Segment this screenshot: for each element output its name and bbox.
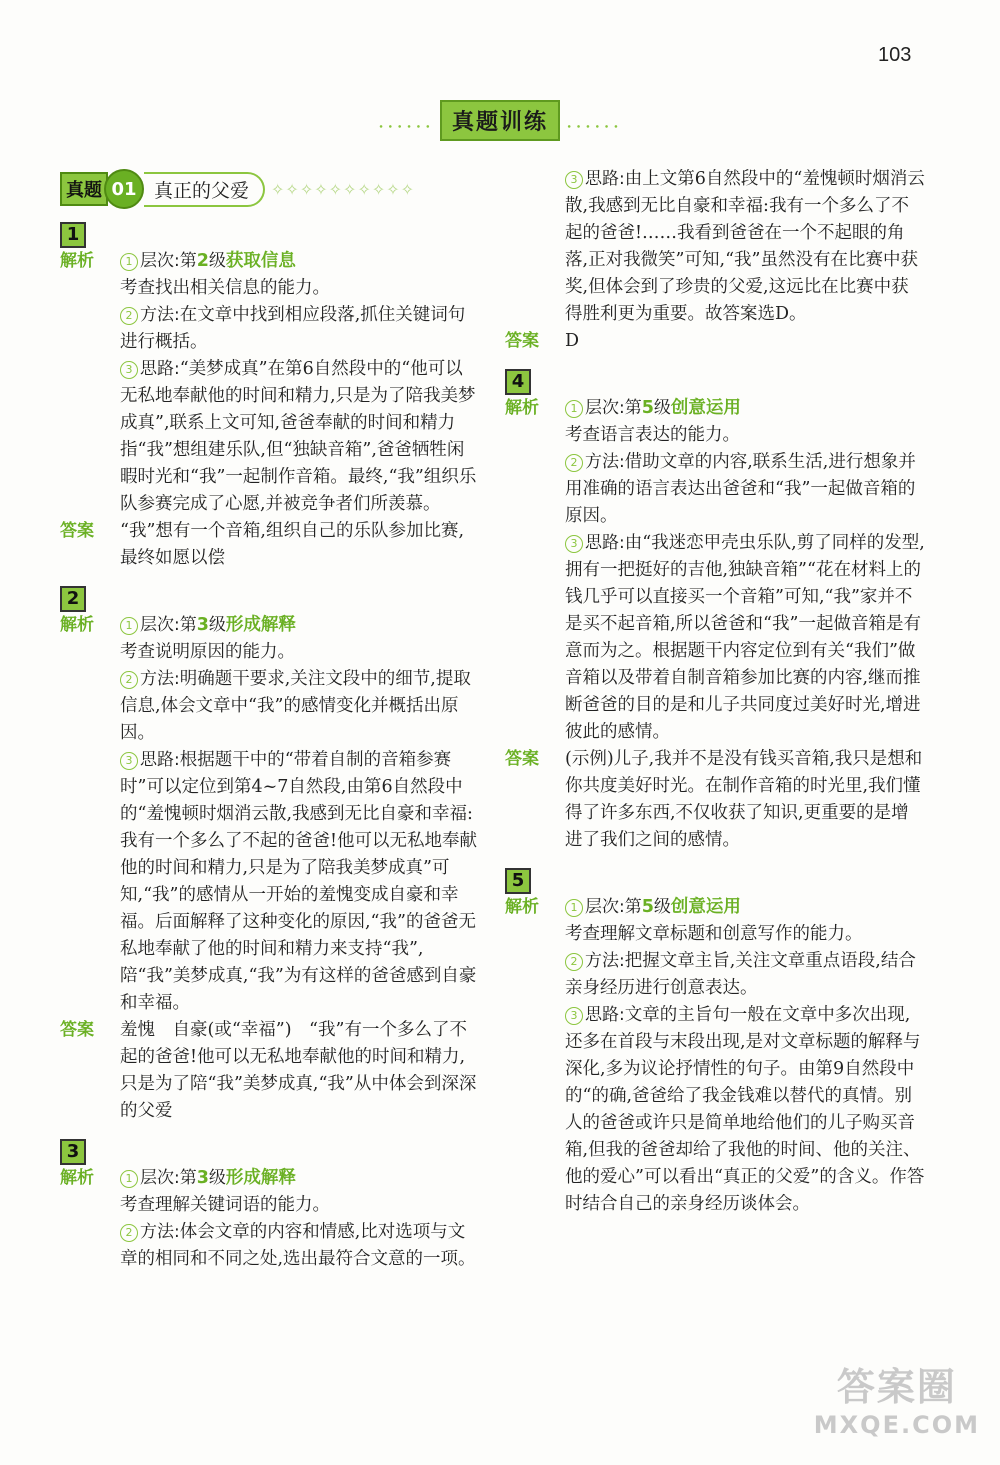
marker-3: 3 xyxy=(120,361,138,379)
passage-title: 真正的父爱 xyxy=(144,172,265,207)
marker-2: 2 xyxy=(565,953,583,971)
q3-answer xyxy=(505,328,925,355)
header-decoration: ✧✧✧✧✧✧✧✧✧✧ xyxy=(271,179,416,199)
idea-text: 由“我迷恋甲壳虫乐队,剪了同样的发型,拥有一把挺好的吉他,独缺音箱”“花在材料上的钱几乎可以直接买一个音箱”可知,“我”家并不是买不起音箱,所以爸爸和“我”一起做音箱是有意而为之。根据题干内容定位到有关“我们”做音箱以及带着自制音箱参加比赛的内容,继而推断爸爸的目的是和儿子共同度过美好时光,增进彼此的感情。 xyxy=(565,533,925,742)
idea-text: 文章的主旨句一般在文章中多次出现,还多在首段与末段出现,是对文章标题的解释与深化,多为议论抒情性的句子。由第9自然段中的“的确,爸爸给了我金钱难以替代的真情。别人的爸爸或许只是简单地给他们的儿子购买音箱,但我的爸爸却给了我他的时间、他的关注、他的爱心”可以看出“真正的父爱”的含义。作答时结合自己的亲身经历谈体会。 xyxy=(565,1005,925,1214)
idea-text: 由上文第6自然段中的“羞愧顿时烟消云散,我感到无比自豪和幸福:我有一个多么了不起的爸爸!……我看到爸爸在一个不起眼的角落,正对我微笑”可知,“我”虽然没有在比赛中获奖,但体会到了珍贵的父爱,这远比在比赛中获得胜利更为重要。故答案选D。 xyxy=(565,169,925,324)
method-text: 把握文章主旨,关注文章重点语段,结合亲身经历进行创意表达。 xyxy=(565,951,916,998)
method-text: 明确题干要求,关注文段中的细节,提取信息,体会文章中“我”的感情变化并概括出原因。 xyxy=(120,669,471,743)
analysis-label: 解析 xyxy=(60,251,94,271)
analysis-label: 解析 xyxy=(60,615,94,635)
question-number-2: 2 xyxy=(60,586,86,612)
banner-title: 真题训练 xyxy=(440,100,560,141)
answer-text: (示例)儿子,我并不是没有钱买音箱,我只是想和你共度美好时光。在制作音箱的时光里,我们懂得了许多东西,不仅收获了知识,更重要的是增进了我们之间的感情。 xyxy=(565,749,923,850)
marker-1: 1 xyxy=(120,253,138,271)
question-number-1: 1 xyxy=(60,222,86,248)
marker-2: 2 xyxy=(120,671,138,689)
answer-text: “我”想有一个音箱,组织自己的乐队参加比赛,最终如愿以偿 xyxy=(120,521,465,568)
question-number-3: 3 xyxy=(60,1139,86,1165)
passage-number-badge: 01 xyxy=(104,169,144,209)
marker-2: 2 xyxy=(120,307,138,325)
banner-dots-right: ...... xyxy=(566,108,623,133)
marker-1: 1 xyxy=(565,899,583,917)
q3-analysis-continued: 3 思路:由上文第6自然段中的“羞愧顿时烟消云散,我感到无比自豪和幸福:我有一个多么了不起的爸爸!……我看到爸爸在一个不起眼的角落,正对我微笑”可知,“我”虽然没有在比赛中获奖,但体会到了珍贵的父爱,这远比在比赛中获得胜利更为重要。故答案选D。 xyxy=(565,169,925,324)
answer-text: D xyxy=(565,331,580,351)
marker-1: 1 xyxy=(120,1170,138,1188)
marker-3: 3 xyxy=(565,535,583,553)
level-desc: 考查说明原因的能力。 xyxy=(120,642,295,662)
level-desc: 考查理解文章标题和创意写作的能力。 xyxy=(565,924,863,944)
method-text: 借助文章的内容,联系生活,进行想象并用准确的语言表达出爸爸和“我”一起做音箱的原因。 xyxy=(565,452,916,526)
banner-dots-left: ...... xyxy=(377,108,434,133)
section-banner xyxy=(0,100,1000,141)
level-name: 创意运用 xyxy=(670,398,741,418)
left-column xyxy=(60,170,480,1273)
q1-analysis: 解析 1 层次:第2级获取信息 考查找出相关信息的能力。 2 方法:在文章中找到相应段落,抓住关键词句进行概括。 3 思路:“美梦成真”在第6自然段中的“他可以无私地奉献他的时间和精力,只是为了陪我美梦成真”,联系上文可知,爸爸奉献的时间和精力指“我”想组建乐队,但“独缺音箱”,爸爸牺牲闲暇时光和“我”一起制作音箱。最终,“我”组织乐队参赛完成了心愿,并被竞争者们所羡慕。 xyxy=(60,248,480,518)
passage-tag: 真题 xyxy=(60,172,108,206)
passage-header xyxy=(60,170,480,208)
marker-2: 2 xyxy=(120,1224,138,1242)
marker-1: 1 xyxy=(565,400,583,418)
page-number: 103 xyxy=(878,44,912,66)
idea-text: “美梦成真”在第6自然段中的“他可以无私地奉献他的时间和精力,只是为了陪我美梦成真”,联系上文可知,爸爸奉献的时间和精力指“我”想组建乐队,但“独缺音箱”,爸爸牺牲闲暇时光和“我”一起制作音箱。最终,“我”组织乐队参赛完成了心愿,并被竞争者们所羡慕。 xyxy=(120,359,477,514)
answer-label: 答案 xyxy=(60,521,94,541)
analysis-label: 解析 xyxy=(505,398,539,418)
level-desc: 考查理解关键词语的能力。 xyxy=(120,1195,330,1215)
marker-3: 3 xyxy=(120,752,138,770)
marker-3: 3 xyxy=(565,1007,583,1025)
level-desc: 考查语言表达的能力。 xyxy=(565,425,740,445)
level-name: 形成解释 xyxy=(225,615,296,635)
marker-3: 3 xyxy=(565,171,583,189)
q1-answer xyxy=(60,518,480,572)
analysis-label: 解析 xyxy=(60,1168,94,1188)
q5-analysis: 解析 1 层次:第5级创意运用 考查理解文章标题和创意写作的能力。 2 方法:把握文章主旨,关注文章重点语段,结合亲身经历进行创意表达。 3 思路:文章的主旨句一般在文章中多次出现,还多在首段与末段出现,是对文章标题的解释与深化,多为议论抒情性的句子。由第9自然段中的“的确,爸爸给了我金钱难以替代的真情。别人的爸爸或许只是简单地给他们的儿子购买音箱,但我的爸爸却给了我他的时间、他的关注、他的爱心”可以看出“真正的父爱”的含义。作答时结合自己的亲身经历谈体会。 xyxy=(505,894,925,1218)
idea-text: 根据题干中的“带着自制的音箱参赛时”可以定位到第4~7自然段,由第6自然段中的“羞愧顿时烟消云散,我感到无比自豪和幸福:我有一个多么了不起的爸爸!他可以无私地奉献他的时间和精力,只是为了陪我美梦成真”可知,“我”的感情从一开始的羞愧变成自豪和幸福。后面解释了这种变化的原因,“我”的爸爸无私地奉献了他的时间和精力来支持“我”,陪“我”美梦成真,“我”为有这样的爸爸感到自豪和幸福。 xyxy=(120,750,478,1013)
question-number-4: 4 xyxy=(505,369,531,395)
q4-analysis: 解析 1 层次:第5级创意运用 考查语言表达的能力。 2 方法:借助文章的内容,联系生活,进行想象并用准确的语言表达出爸爸和“我”一起做音箱的原因。 3 思路:由“我迷恋甲壳虫乐队,剪了同样的发型,拥有一把挺好的吉他,独缺音箱”“花在材料上的钱几乎可以直接买一个音箱”可知,“我”家并不是买不起音箱,所以爸爸和“我”一起做音箱是有意而为之。根据题干内容定位到有关“我们”做音箱以及带着自制音箱参加比赛的内容,继而推断爸爸的目的是和儿子共同度过美好时光,增进彼此的感情。 xyxy=(505,395,925,746)
answer-label: 答案 xyxy=(60,1020,94,1040)
answer-label: 答案 xyxy=(505,331,539,351)
q4-answer xyxy=(505,746,925,854)
q2-analysis: 解析 1 层次:第3级形成解释 考查说明原因的能力。 2 方法:明确题干要求,关注文段中的细节,提取信息,体会文章中“我”的感情变化并概括出原因。 3 思路:根据题干中的“带着自制的音箱参赛时”可以定位到第4~7自然段,由第6自然段中的“羞愧顿时烟消云散,我感到无比自豪和幸福:我有一个多么了不起的爸爸!他可以无私地奉献他的时间和精力,只是为了陪我美梦成真”可知,“我”的感情从一开始的羞愧变成自豪和幸福。后面解释了这种变化的原因,“我”的爸爸无私地奉献了他的时间和精力来支持“我”,陪“我”美梦成真,“我”为有这样的爸爸感到自豪和幸福。 xyxy=(60,612,480,1017)
right-column xyxy=(505,166,925,1218)
answer-text: 羞愧 自豪(或“幸福”) “我”有一个多么了不起的爸爸!他可以无私地奉献他的时间和精力,只是为了陪“我”美梦成真,“我”从中体会到深深的父爱 xyxy=(120,1020,477,1121)
level-desc: 考查找出相关信息的能力。 xyxy=(120,278,330,298)
q2-answer xyxy=(60,1017,480,1125)
level-name: 形成解释 xyxy=(225,1168,296,1188)
analysis-label: 解析 xyxy=(505,897,539,917)
level-name: 创意运用 xyxy=(670,897,741,917)
level-name: 获取信息 xyxy=(225,251,296,271)
method-text: 体会文章的内容和情感,比对选项与文章的相同和不同之处,选出最符合文意的一项。 xyxy=(120,1222,476,1269)
marker-2: 2 xyxy=(565,454,583,472)
marker-1: 1 xyxy=(120,617,138,635)
watermark-logo: 答案圈 MXQE.COM xyxy=(813,1365,980,1439)
answer-label: 答案 xyxy=(505,749,539,769)
q3-analysis: 解析 1 层次:第3级形成解释 考查理解关键词语的能力。 2 方法:体会文章的内容和情感,比对选项与文章的相同和不同之处,选出最符合文意的一项。 xyxy=(60,1165,480,1273)
method-text: 在文章中找到相应段落,抓住关键词句进行概括。 xyxy=(120,305,466,352)
question-number-5: 5 xyxy=(505,868,531,894)
